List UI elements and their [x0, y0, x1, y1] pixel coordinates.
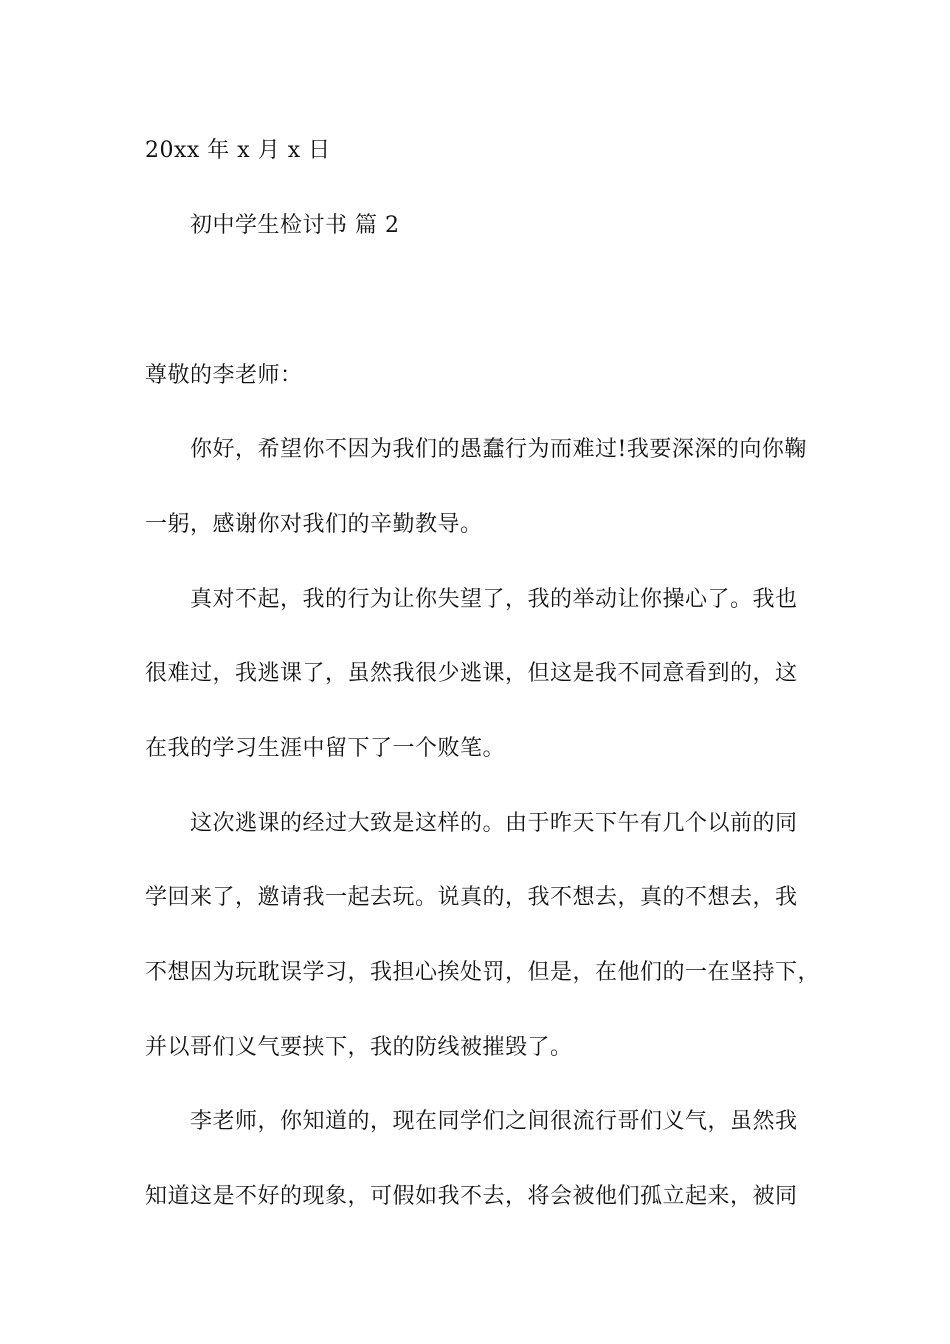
text-line: 李老师，你知道的，现在同学们之间很流行哥们义气，虽然我 [190, 1109, 798, 1134]
text-line: 不想因为玩耽误学习，我担心挨处罚，但是，在他们的一在坚持下， [145, 960, 821, 985]
text-line: 真对不起，我的行为让你失望了，我的举动让你操心了。我也 [190, 587, 798, 612]
text-line: 这次逃课的经过大致是这样的。由于昨天下午有几个以前的同 [190, 811, 798, 836]
text-line: 在我的学习生涯中留下了一个败笔。 [145, 736, 506, 761]
text-line: 并以哥们义气要挟下，我的防线被摧毁了。 [145, 1035, 573, 1060]
text-line: 很难过，我逃课了，虽然我很少逃课，但这是我不同意看到的，这 [145, 661, 798, 686]
salutation: 尊敬的李老师： [145, 363, 303, 388]
text-line: 学回来了，邀请我一起去玩。说真的，我不想去，真的不想去，我 [145, 885, 798, 910]
date-line: 20xx 年 x 月 x 日 [145, 138, 331, 163]
text-line: 知道这是不好的现象，可假如我不去，将会被他们孤立起来，被同 [145, 1184, 798, 1209]
text-line: 一躬，感谢你对我们的辛勤教导。 [145, 512, 483, 537]
section-title: 初中学生检讨书 篇 2 [190, 213, 400, 238]
text-line: 你好，希望你不因为我们的愚蠢行为而难过!我要深深的向你鞠 [190, 437, 807, 462]
